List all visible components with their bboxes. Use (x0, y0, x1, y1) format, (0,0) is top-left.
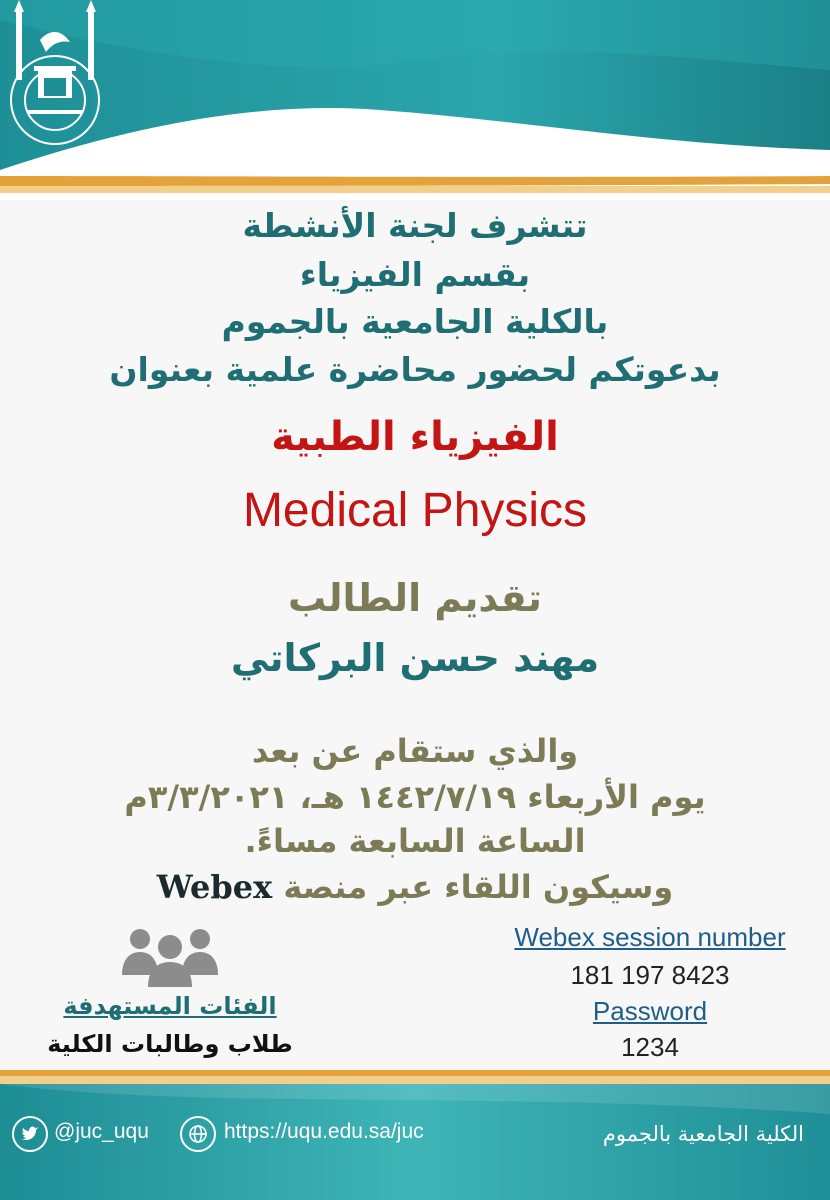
lecture-title-english: Medical Physics (242, 484, 588, 537)
twitter-handle[interactable]: @juc_uqu (54, 1120, 149, 1143)
target-audience-title: الفئات المستهدفة (63, 992, 277, 1020)
university-logo (0, 0, 110, 152)
platform-prefix: وسيكون اللقاء عبر منصة (283, 868, 674, 906)
details-date: يوم الأربعاء ١٤٤٢/٧/١٩ هـ، ٣/٣/٢٠٢١م (124, 778, 706, 816)
group-icon (120, 925, 220, 987)
twitter-icon[interactable] (12, 1116, 48, 1152)
header-banner (0, 0, 830, 200)
invitation-line-4: بدعوتكم لحضور محاضرة علمية بعنوان (109, 350, 721, 389)
password-label: Password (592, 996, 708, 1026)
lecture-title-arabic: الفيزياء الطبية (271, 414, 559, 460)
footer-college-name: الكلية الجامعية بالجموم (602, 1122, 804, 1146)
website-link[interactable]: https://uqu.edu.sa/juc (224, 1120, 424, 1143)
details-line-1: والذي ستقام عن بعد (251, 732, 579, 770)
presenter-name: مهند حسن البركاتي (230, 636, 600, 680)
header-wave-graphic (0, 0, 830, 200)
invitation-line-2: بقسم الفيزياء (299, 255, 531, 294)
invitation-line-3: بالكلية الجامعية بالجموم (221, 302, 609, 341)
invitation-line-1: تتشرف لجنة الأنشطة (242, 206, 588, 245)
target-audience-text: طلاب وطالبات الكلية (47, 1030, 293, 1058)
password-value: 1234 (621, 1032, 679, 1062)
presenter-label: تقديم الطالب (288, 576, 542, 620)
invitation-content (0, 200, 830, 1070)
session-number-label: Webex session number (514, 922, 786, 952)
session-number-value: 181 197 8423 (570, 960, 730, 990)
details-time: الساعة السابعة مساءً. (244, 822, 586, 860)
globe-icon[interactable] (180, 1116, 216, 1152)
details-platform (0, 868, 830, 906)
footer-banner (0, 1070, 830, 1200)
platform-name: Webex (156, 868, 273, 906)
